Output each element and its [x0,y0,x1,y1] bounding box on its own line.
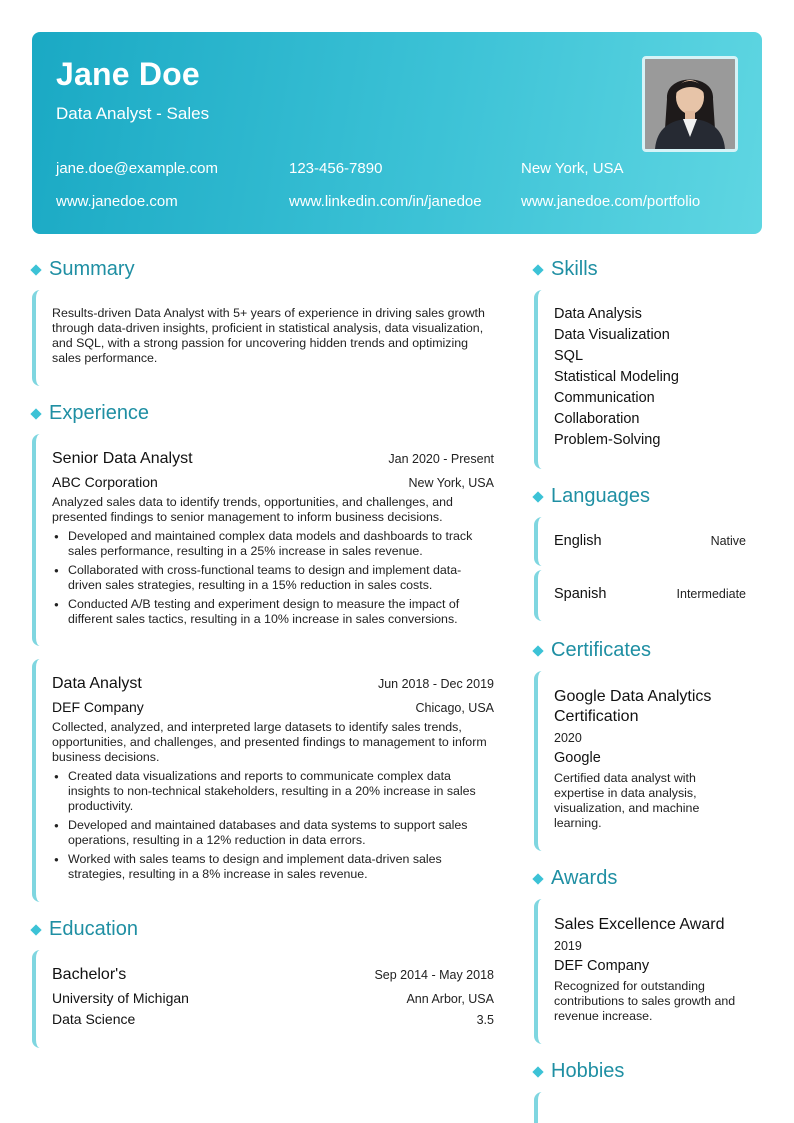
education-gpa: 3.5 [476,1013,494,1027]
languages-heading-label: Languages [551,485,650,507]
education-heading [32,918,138,941]
diamond-bullet-icon [30,408,41,419]
job-2-title: Data Analyst [52,675,142,692]
job-1-description: Analyzed sales data to identify trends, opportunities, and challenges, and presented findings to senior management to inform business decisions. [52,495,453,524]
list-item: ● Collaborated with cross-functional teams to design and implement data-driven sales strategies, resulting in a 15% reduction in sales costs. [52,563,494,593]
job-1-company: ABC Corporation [52,474,158,490]
language-2-name: Spanish [554,586,607,602]
list-item: Problem-Solving [554,432,661,448]
experience-heading-label: Experience [49,402,150,424]
languages-heading [534,485,650,508]
diamond-bullet-icon [532,1066,543,1077]
resume-header [32,32,762,234]
job-2-description: Collected, analyzed, and interpreted large datasets to identify sales trends, opportunities, and challenges, and presented findings to management to inform business decisions. [52,720,487,764]
education-location: Ann Arbor, USA [406,992,494,1006]
diamond-bullet-icon [30,924,41,935]
job-2-bullets [52,769,494,886]
list-item: ● Developed and maintained databases and data systems to support sales operations, resulting in a 12% reduction in data errors. [52,818,494,848]
diamond-bullet-icon [532,873,543,884]
certificates-heading-label: Certificates [551,639,652,661]
education-heading-label: Education [49,918,138,940]
job-1-header [52,450,494,468]
summary-text: Results-driven Data Analyst with 5+ years of experience in driving sales growth through data-driven insights, proficient in statistical analysis, data visualization, and SQL, with a strong passion for uncovering hidden trends and optimizing sales performance. [52,306,485,365]
award-description: Recognized for outstanding contributions to sales growth and revenue increase. [554,979,736,1023]
hobbies-card [534,1092,762,1123]
skills-heading-label: Skills [551,258,598,280]
job-2-header [52,675,494,693]
awards-heading [534,867,617,890]
diamond-bullet-icon [30,264,41,275]
list-item: Statistical Modeling [554,369,679,385]
job-2-date: Jun 2018 - Dec 2019 [377,677,494,691]
list-item: Collaboration [554,411,640,427]
language-1-name: English [554,533,602,549]
contact-portfolio[interactable]: www.janedoe.com/portfolio [521,193,701,210]
list-item: Communication [554,390,655,406]
list-item: SQL [554,348,584,364]
job-1-date: Jan 2020 - Present [388,452,494,466]
certificates-heading [534,639,651,662]
hobbies-heading [534,1060,624,1083]
contact-website[interactable]: www.janedoe.com [56,193,178,210]
award-issuer: DEF Company [554,958,650,974]
list-item: Data Visualization [554,327,670,343]
list-item: ● Conducted A/B testing and experiment design to measure the impact of different sales tactics, resulting in a 10% increase in sales conversions. [52,597,494,627]
contact-email[interactable]: jane.doe@example.com [56,160,218,177]
contact-location: New York, USA [521,160,624,177]
contact-linkedin[interactable]: www.linkedin.com/in/janedoe [289,193,482,210]
language-2-level: Intermediate [676,587,746,601]
education-degree: Bachelor's [52,966,127,983]
job-1-bullets [52,529,494,631]
award-year: 2019 [554,939,582,953]
certificate-year: 2020 [554,731,582,745]
language-row-2 [554,586,746,602]
profile-photo [642,56,738,152]
skills-heading [534,258,598,281]
job-1-location: New York, USA [408,476,494,490]
job-2-subheader [52,699,494,715]
list-item: ● Created data visualizations and reports to communicate complex data insights to non-technical stakeholders, resulting in a 20% increase in sales productivity. [52,769,494,814]
list-item: ● Worked with sales teams to design and implement data-driven sales strategies, resulting in a 8% increase in sales revenue. [52,852,494,882]
summary-heading [32,258,135,281]
education-school-row [52,990,494,1006]
language-row-1 [554,533,746,549]
job-1-subheader [52,474,494,490]
education-date: Sep 2014 - May 2018 [374,968,494,982]
contact-phone[interactable]: 123-456-7890 [289,160,383,177]
list-item: ● Developed and maintained complex data models and dashboards to track sales performance, resulting in a 25% increase in sales revenue. [52,529,494,559]
diamond-bullet-icon [532,491,543,502]
education-field: Data Science [52,1011,136,1027]
job-1-title: Senior Data Analyst [52,450,193,467]
job-2-company: DEF Company [52,699,144,715]
certificate-issuer: Google [554,750,601,766]
education-school: University of Michigan [52,990,189,1006]
diamond-bullet-icon [532,645,543,656]
diamond-bullet-icon [532,264,543,275]
summary-heading-label: Summary [49,258,135,280]
certificate-title: Google Data Analytics Certification [554,688,712,725]
candidate-name: Jane Doe [56,56,200,92]
awards-heading-label: Awards [551,867,618,889]
language-1-level: Native [710,534,746,548]
education-header [52,966,494,984]
hobbies-heading-label: Hobbies [551,1060,625,1082]
experience-heading [32,402,149,425]
profile-photo-image [645,59,735,149]
job-2-location: Chicago, USA [415,701,494,715]
candidate-title: Data Analyst - Sales [56,104,210,123]
award-title: Sales Excellence Award [554,916,725,933]
certificate-description: Certified data analyst with expertise in data analysis, visualization, and machine learning. [554,771,700,830]
skills-list [554,304,679,451]
list-item: Data Analysis [554,306,642,322]
education-field-row [52,1011,494,1027]
